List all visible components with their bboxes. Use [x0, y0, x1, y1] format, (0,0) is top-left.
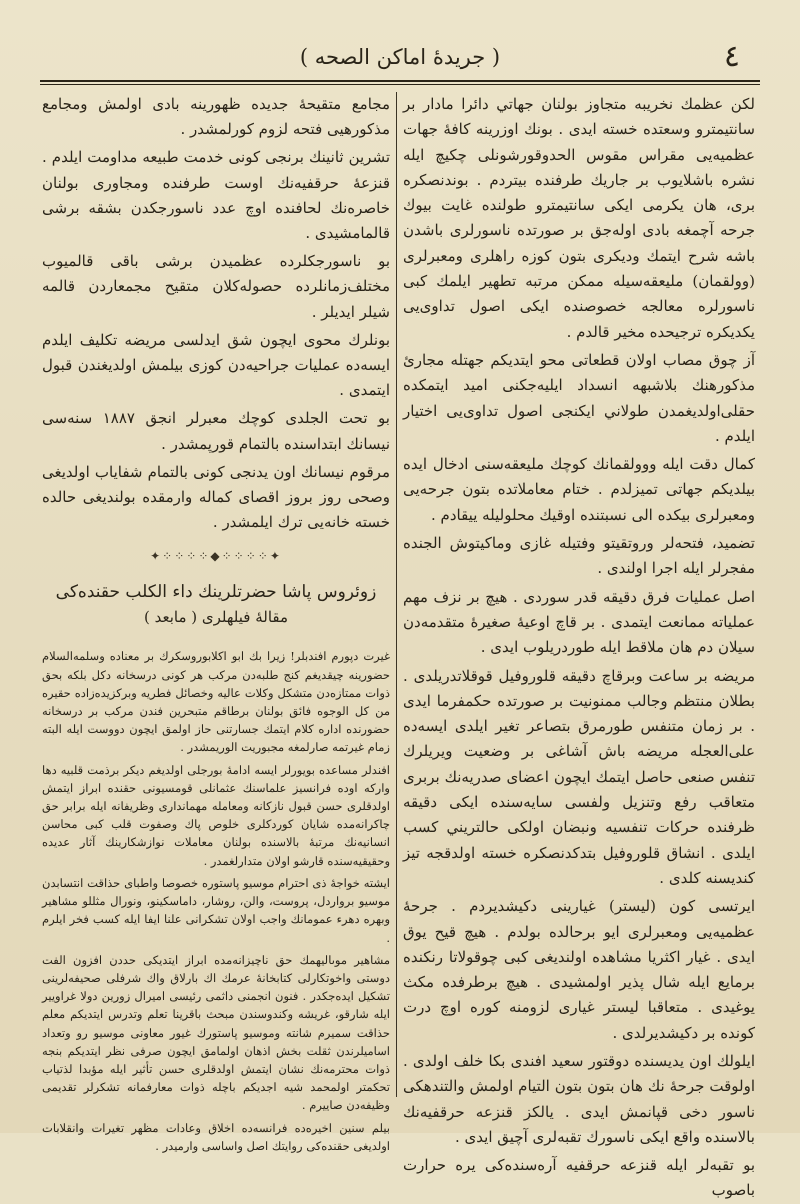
paragraph: ايلولك اون يديسنده دوقتور سعيد افندى بكا خلف اولدى . اولوقت جرحهٔ نك هان بتون بتون التيام اولمش والتندهكى ناسور دخى قپانمش ايدى . يالكز قنزعه حرقفيه‌نك بالاسنده واقع ايكى ناسورك تقبه‌لرى آچيق ايدى .: [403, 1051, 755, 1146]
paragraph: بونلرك محوى ايچون شق ايدلسى مريضه تكليف ايلدم ايسه‌ده عمليات جراحيه‌دن كوزى بيلمش اولديغندن قبول ايتمدى .: [42, 330, 390, 400]
paragraph: تشرين ثانينك برنجى كونى خدمت طبيعه مداومت ايلدم . قنزعهٔ حرقفيه‌نك اوست طرفنده ومجاورى بولنان خاصره‌نك لحافنده اوچ عدد ناسورجكدن بشقه برشى قالمامشيدى .: [42, 148, 390, 243]
left-column: [42, 92, 390, 1153]
column-divider: [396, 92, 397, 1097]
paragraph: بيلم سنين اخيره‌ده فرانسه‌ده اخلاق وعادات مظهر تغيرات وانقلابات اولديغى حقنده‌كى روايتك اصل واساسى وارميدر .: [42, 1120, 390, 1153]
right-column: [403, 92, 755, 1200]
header-rule: [40, 80, 760, 82]
paragraph: افندلر مساعده بويورلر ايسه ادامهٔ بورجلى اولديغم ديكر برذمت قلبيه دها واركه اوده فرانسيز علماسنك عثمانلى قومسيونى حقنده ابراز ايتمش اولدقلرى حسن قبول نازكانه ومعامله مهماندارى وظريفانه ايله برابر حق چاكرانه‌مده شايان كوردكلرى خلوص پاك وصفوت قلب كبى محاسن انسانيه‌نك مرتبهٔ بالاسنده بولنان معاملات نوازشكارينك آثار عديده وحقيقيه‌سنده قارشو اولان متدارلغمدر .: [42, 762, 390, 868]
paragraph: مجامع متقيحهٔ جديده ظهورينه بادى اولمش ومجامع مذكورهيى فتحه لزوم كورلمشدر .: [42, 95, 390, 139]
paragraph: آز چوق مصاب اولان قطعاتى محو ايتديكم جهتله مجارئ مذكورهنك بلاشبهه انسداد ايليه‌جكنى اميد ايتمكده حقلى‌اولديغمدن طولاني ايكنجى اصول تداوى‌يى اختيار ايلدم .: [403, 350, 755, 445]
paragraph: لكن عظمك نخريبه متجاوز بولنان جهاتي دائرا مادار بر سانتيمترو وسعتده خسته ايدى . بونك اوزرينه كافهٔ جهات عظميه‌يى مقراس مقوس الحدوقورشونلى چكيچ ايله نشره باشلايوب بر جاريك طرفنده بيتردم . بوندنصكره برى، هان يكرمى ايكى سانتيمترو طولنده غايت بيوك جرحه آچمغه بادى اوله‌جق بر صورتده ناسورلرى باشدن باشه شرح ايتمك وديكرى بتون كوزه راهلرى ومعبرلرى (وولقمان) مليعقه‌سيله ممكن مرتبه تطهير ايلمك كبى ناسورلره معالجه خصوصنده ايكى اصول تداوى‌يى يكديكره ترجيحده مخير قالدم .: [403, 95, 755, 341]
paragraph: ايرتسى كون (ليستر) غيارينى دكيشديردم . جرحهٔ عظميه‌يى ومعبرلرى ايو برحالده بولدم . هيچ قيح يوق ايدى . غيار اكثريا مشاهده اولنديغى كبى چوقولاتا رنكنده برمايع ايله شال پذير اولمشيدى . هيچ برطرفده مكث يوغيدى . متعاقبا ليستر غيارى لزومنه كوره اوچ درت كونده بر دكيشديرلدى .: [403, 897, 755, 1042]
paragraph: بو تقبه‌لر ايله قنزعه حرقفيه آره‌سنده‌كى يره حرارت باصوب: [403, 1156, 755, 1200]
paragraph: كمال دقت ايله ووولقمانك كوچك مليعقه‌سنى ادخال ايده بيلديكم جهاتى تميزلدم . ختام معاملاتده بتون جرحه‌يى ومعبرلرى بيكده الى نسبتنده اوقيك محلوليله ييقادم .: [403, 455, 755, 524]
paragraph: مريضه بر ساعت وبرقاچ دقيقه قلوروفيل قوقلاتدريلدى . بطلان منتظم وجالب ممنونيت بر صورتده حكمفرما ايدى . بر زمان متنفس طورمرق بتصاعر تغير ايلدى ايسه‌ده على‌العجله مريضه باش آشاغى بر وضعيت ويريلرك تنفس صنعى حاصل ايتمك ايچون اعضاى صدريه‌نك بربرى متعاقب رفع وتنزيل ولفسى سايه‌سنده ايكى دقيقه ظرفنده حركات تنفسيه ونبضان اولكى حالتريني كسب ايلدى . انشاق قلوروفيل بتدكدنصكره خسته اولدقجه تيز كنديسنه كلدى .: [403, 666, 755, 887]
paragraph: ايشته خواجهٔ ذى احترام موسيو پاستوره خصوصا واطباى حذاقت انتسابدن موسيو برواردل، پروست، والن، روشار، داماسكينو، ونورال مثللو مشاهير وبهره دهرء عمومانك واجب اولان تشكرانى علنا ايفا ايله كسب فخر ايلرم .: [42, 875, 390, 945]
paragraph: بو ناسورجكلرده عظميدن برشى باقى قالميوب مختلف‌زمانلرده حصوله‌كلان متقيح مجمعاردن قالمه شيلر ايديلر .: [42, 252, 390, 321]
header-rule-thin: [40, 84, 760, 85]
paragraph: غيرت دپورم افندبلر! زيرا بك ابو اكلابوروسكرك بر معناده وسلمه‌السلام حضورينه چيقديغم كنج طلبه‌دن مركب هر كونى درسخانه دكل بلكه بحق ذوات ممتازه‌دن متشكل وكلات عاليه وخصائل فطريه وبركزيده‌زاده حقيره من كل الوجوه فائق بولنان برطاقم متبحرين فندن مركب بر درسخانه حضورنده اداره كلام ايتمك جسارتنى حاز اولمق ايچون دووست ايله البته زمام غيرتمه صارلمغه مجبوريت الوريمشدر .: [42, 649, 390, 755]
paragraph: تضميد، فتحه‌لر وروتقيتو وفتيله غازى وماكيتوش الجنده مفجرلر ايله اجرا اولندى .: [403, 534, 755, 578]
paragraph: مشاهير موىاليهمك حق ناچيزانه‌مده ابراز ايتديكى حددن افزون الفت دوستى واخوتكارلى كتابخانهٔ عرمك اك بارلاق واك شرفلى صحيفه‌لرينى تشكيل ايده‌جكدر . فنون انجمنى داثمى رئيسى اميرال زورين دولا غراويير ايله شارقو، غريشه وكندوسندن مبحث باقرينا تعلم وتدرس ايتديكم معلم حذاقت سميرم شانته وموسيو پاستورك غيور معاونى موسيو رو وتعداد اساميلرندن ثقلت بخش اذهان اولمامق ايچون صرفى نظر ايتديكم بنجه ذوات محترمه‌نك نشان ايتمش اولدقلرى حسن تأثير ايله مؤبدا لذتياب تحكمتر اولمحمد شيه اجديكم باچله ذوات معارفمانه تشكرلر تقديمى وظيفه‌دن صاييرم .: [42, 952, 390, 1113]
paragraph: اصل عمليات فرق دقيقه قدر سوردى . هيچ بر نزف مهم عملياته ممانعت ايتمدى . بر قاچ اوعيهٔ صغيرهٔ متقدمه‌دن سيلان دم هان ملاقط ايله طوردريلوب ايدى .: [403, 587, 755, 657]
section-ornament: ✦⁘⁘⁘⁘◆⁘⁘⁘⁘✦: [150, 549, 282, 564]
paragraph: بو تحت الجلدى كوچك معبرلر انجق ١٨٨٧ سنه‌سى نيسانك ابتداسنده بالتمام قورپمشدر .: [42, 409, 390, 453]
paragraph: مرقوم نيسانك اون يدنجى كونى بالتمام شفاياب اولديغى وصحى روز بروز اقصاى كماله وارمقده بولنديغى حالده خسته خانه‌يى ترك ايلمشدر .: [42, 462, 390, 532]
page-header: [40, 36, 760, 80]
article-title: زوئروس پاشا حضرتلرينك داء الكلب حقنده‌كى: [55, 582, 377, 603]
page-number: ٤: [723, 39, 740, 74]
running-title: ( جريدهٔ اماكن الصحه ): [299, 45, 501, 69]
article-subtitle: مقالهٔ فيلهلرى ( مابعد ): [143, 608, 289, 627]
